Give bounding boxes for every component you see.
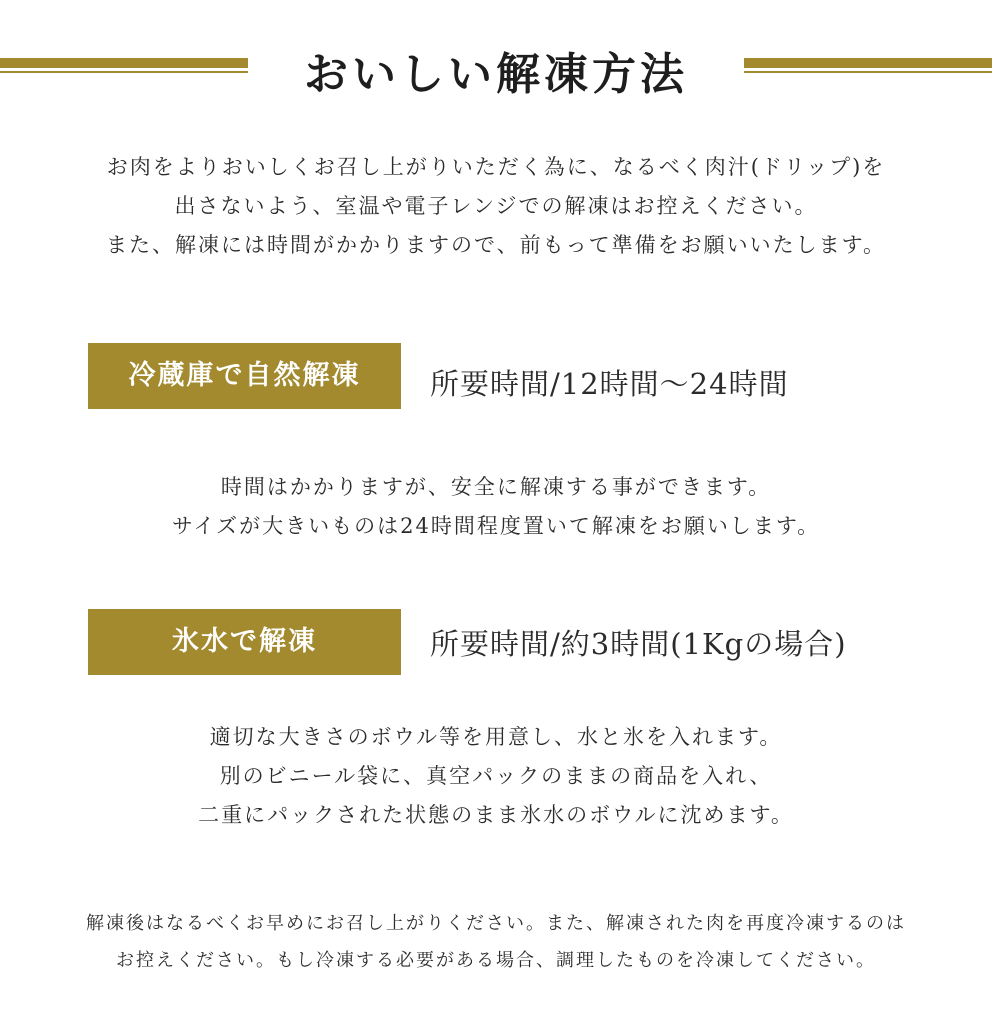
closing-line: お控えください。もし冷凍する必要がある場合、調理したものを冷凍してください。 xyxy=(116,950,876,971)
intro-line: 出さないよう、室温や電子レンジでの解凍はお控えください。 xyxy=(174,194,818,218)
method-label-refrigerator: 冷蔵庫で自然解凍 xyxy=(88,343,401,409)
right-rule-thick-line xyxy=(744,58,992,68)
description-line: サイズが大きいものは24時間程度置いて解凍をお願いします。 xyxy=(171,514,821,538)
intro-line: また、解凍には時間がかかりますので、前もって準備をお願いいたします。 xyxy=(106,233,886,257)
title-header xyxy=(0,36,992,106)
description-line: 時間はかかりますが、安全に解凍する事ができます。 xyxy=(220,475,772,499)
right-rule-thin-line xyxy=(744,71,992,73)
description-line: 別のビニール袋に、真空パックのままの商品を入れ、 xyxy=(219,764,773,788)
description-line: 二重にパックされた状態のまま氷水のボウルに沈めます。 xyxy=(198,803,794,827)
left-decorative-rule xyxy=(0,58,248,74)
left-rule-thick-line xyxy=(0,58,248,68)
closing-note xyxy=(0,905,992,979)
method-description-ice-water xyxy=(0,718,992,835)
method-time-ice-water: 所要時間/約3時間(1Kgの場合) xyxy=(430,627,847,661)
method-label-ice-water: 氷水で解凍 xyxy=(88,609,401,675)
method-time-refrigerator: 所要時間/12時間～24時間 xyxy=(430,367,789,401)
closing-line: 解凍後はなるべくお早めにお召し上がりください。また、解凍された肉を再度冷凍するのは xyxy=(86,913,906,934)
right-decorative-rule xyxy=(744,58,992,74)
description-line: 適切な大きさのボウル等を用意し、水と氷を入れます。 xyxy=(209,725,783,749)
intro-line: お肉をよりおいしくお召し上がりいただく為に、なるべく肉汁(ドリップ)を xyxy=(106,155,886,179)
method-description-refrigerator xyxy=(0,468,992,546)
left-rule-thin-line xyxy=(0,71,248,73)
page-title: おいしい解凍方法 xyxy=(304,49,688,100)
intro-paragraph xyxy=(0,148,992,265)
